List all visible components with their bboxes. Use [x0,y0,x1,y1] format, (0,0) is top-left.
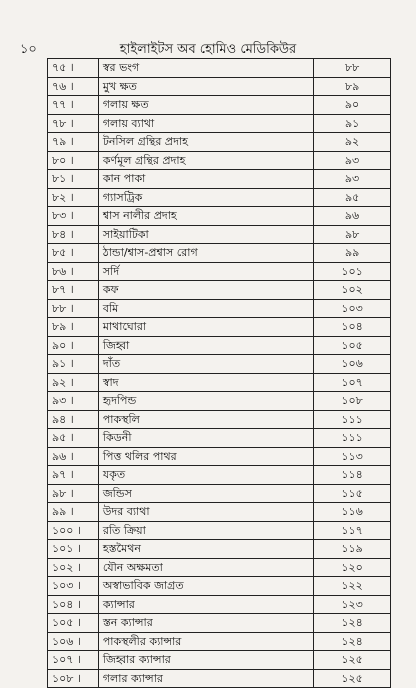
row-topic: ঠান্ডা/শ্বাস-প্রশ্বাস রোগ [98,244,313,263]
row-page-number: ৮৯ [314,77,391,96]
row-number: ৯৯ । [48,503,99,522]
row-number: ৭৮ । [48,114,99,133]
row-number: ৭৫ । [48,59,99,78]
table-row [48,614,391,633]
row-page-number: ৮৮ [314,59,391,78]
row-page-number: ১১১ [314,410,391,429]
row-page-number: ১১৫ [314,484,391,503]
row-number: ৮৭ । [48,281,99,300]
table-row [48,466,391,485]
row-topic: জিহ্বার ক্যান্সার [98,651,313,670]
row-number: ৯৭ । [48,466,99,485]
row-page-number: ৯৯ [314,244,391,263]
row-topic: মাথাঘোরা [98,318,313,337]
row-page-number: ১০৬ [314,355,391,374]
page-number: ১০ [20,42,37,57]
row-number: ৯৬ । [48,447,99,466]
row-number: ১০৮ । [48,669,99,688]
contents-table-body [48,59,391,688]
table-row [48,170,391,189]
table-row [48,503,391,522]
table-row [48,114,391,133]
contents-table [47,58,391,688]
row-page-number: ১২৪ [314,632,391,651]
table-row [48,59,391,78]
row-number: ৭৯ । [48,133,99,152]
row-page-number: ১০৩ [314,299,391,318]
table-row [48,392,391,411]
row-topic: টনসিল গ্রন্থির প্রদাহ [98,133,313,152]
table-row [48,410,391,429]
row-page-number: ১১১ [314,429,391,448]
row-topic: সর্দি [98,262,313,281]
row-topic: যকৃত [98,466,313,485]
row-number: ৭৭ । [48,96,99,115]
row-page-number: ৯২ [314,133,391,152]
row-page-number: ১২৩ [314,595,391,614]
row-number: ১০২ । [48,558,99,577]
row-number: ৮৪ । [48,225,99,244]
table-row [48,429,391,448]
row-page-number: ১০৭ [314,373,391,392]
row-topic: গলায় ব্যাথা [98,114,313,133]
row-number: ১০৫ । [48,614,99,633]
table-row [48,355,391,374]
row-topic: পাকস্থলীর ক্যান্সার [98,632,313,651]
row-page-number: ১১৭ [314,521,391,540]
table-row [48,299,391,318]
row-topic: বমি [98,299,313,318]
row-topic: ক্যান্সার [98,595,313,614]
row-page-number: ১০১ [314,262,391,281]
row-topic: জিহ্বা [98,336,313,355]
row-topic: পিত্ত থলির পাথর [98,447,313,466]
row-page-number: ৯৬ [314,207,391,226]
row-topic: অস্বাভাবিক জাগ্রত [98,577,313,596]
row-number: ৯৪ । [48,410,99,429]
page-title: হাইলাইটস অব হোমিও মেডিকিউর [119,42,297,57]
row-topic: গলায় ক্ষত [98,96,313,115]
row-topic: কান পাকা [98,170,313,189]
row-number: ৯২ । [48,373,99,392]
row-number: ১০৪ । [48,595,99,614]
row-number: ৮৫ । [48,244,99,263]
row-number: ১০৭ । [48,651,99,670]
row-number: ৮১ । [48,170,99,189]
row-number: ১০০ । [48,521,99,540]
row-topic: স্বর ভংগ [98,59,313,78]
table-row [48,336,391,355]
row-number: ১০৬ । [48,632,99,651]
table-row [48,281,391,300]
table-row [48,577,391,596]
table-row [48,96,391,115]
row-topic: জন্ডিস [98,484,313,503]
row-number: ১০১ । [48,540,99,559]
table-row [48,669,391,688]
row-number: ৮০ । [48,151,99,170]
row-page-number: ৯০ [314,96,391,115]
row-page-number: ১১৪ [314,466,391,485]
table-row [48,632,391,651]
row-topic: স্বাদ [98,373,313,392]
table-row [48,651,391,670]
row-number: ৯০ । [48,336,99,355]
row-topic: পাকস্থলি [98,410,313,429]
row-topic: কিডনী [98,429,313,448]
row-topic: গলার ক্যান্সার [98,669,313,688]
row-number: ১০৩ । [48,577,99,596]
row-topic: দাঁত [98,355,313,374]
row-page-number: ১২২ [314,577,391,596]
row-topic: সাইয়াটিকা [98,225,313,244]
row-page-number: ৯৫ [314,188,391,207]
row-number: ৮২ । [48,188,99,207]
table-row [48,133,391,152]
table-row [48,188,391,207]
row-page-number: ৯৩ [314,151,391,170]
row-page-number: ১১৬ [314,503,391,522]
row-page-number: ৯১ [314,114,391,133]
row-page-number: ১১৯ [314,540,391,559]
table-row [48,207,391,226]
table-row [48,151,391,170]
row-page-number: ১০৮ [314,392,391,411]
row-topic: কর্ণমূল গ্রন্থির প্রদাহ [98,151,313,170]
table-row [48,244,391,263]
row-topic: শ্বাস নালীর প্রদাহ [98,207,313,226]
row-number: ৮৮ । [48,299,99,318]
row-topic: হৃদপিন্ড [98,392,313,411]
row-topic: উদর ব্যাথা [98,503,313,522]
row-topic: স্তন ক্যান্সার [98,614,313,633]
row-page-number: ১২০ [314,558,391,577]
row-number: ৮৯ । [48,318,99,337]
row-number: ৯৩ । [48,392,99,411]
row-page-number: ১০৫ [314,336,391,355]
table-row [48,447,391,466]
row-topic: রতি ক্রিয়া [98,521,313,540]
table-row [48,540,391,559]
table-row [48,484,391,503]
table-row [48,558,391,577]
row-topic: হস্তমৈথন [98,540,313,559]
row-number: ৯৫ । [48,429,99,448]
row-number: ৯৮ । [48,484,99,503]
table-row [48,77,391,96]
row-number: ৯১ । [48,355,99,374]
row-page-number: ৯৮ [314,225,391,244]
row-topic: যৌন অক্ষমতা [98,558,313,577]
table-row [48,262,391,281]
table-row [48,521,391,540]
table-row [48,318,391,337]
row-topic: গ্যাসট্রিক [98,188,313,207]
row-page-number: ১০৪ [314,318,391,337]
table-row [48,225,391,244]
row-page-number: ৯৩ [314,170,391,189]
row-topic: মুখ ক্ষত [98,77,313,96]
table-row [48,595,391,614]
table-row [48,373,391,392]
row-number: ৮৬ । [48,262,99,281]
row-page-number: ১০২ [314,281,391,300]
row-page-number: ১২৪ [314,614,391,633]
row-page-number: ১২৫ [314,651,391,670]
row-number: ৮৩ । [48,207,99,226]
row-page-number: ১২৫ [314,669,391,688]
row-number: ৭৬ । [48,77,99,96]
row-page-number: ১১৩ [314,447,391,466]
row-topic: কফ [98,281,313,300]
